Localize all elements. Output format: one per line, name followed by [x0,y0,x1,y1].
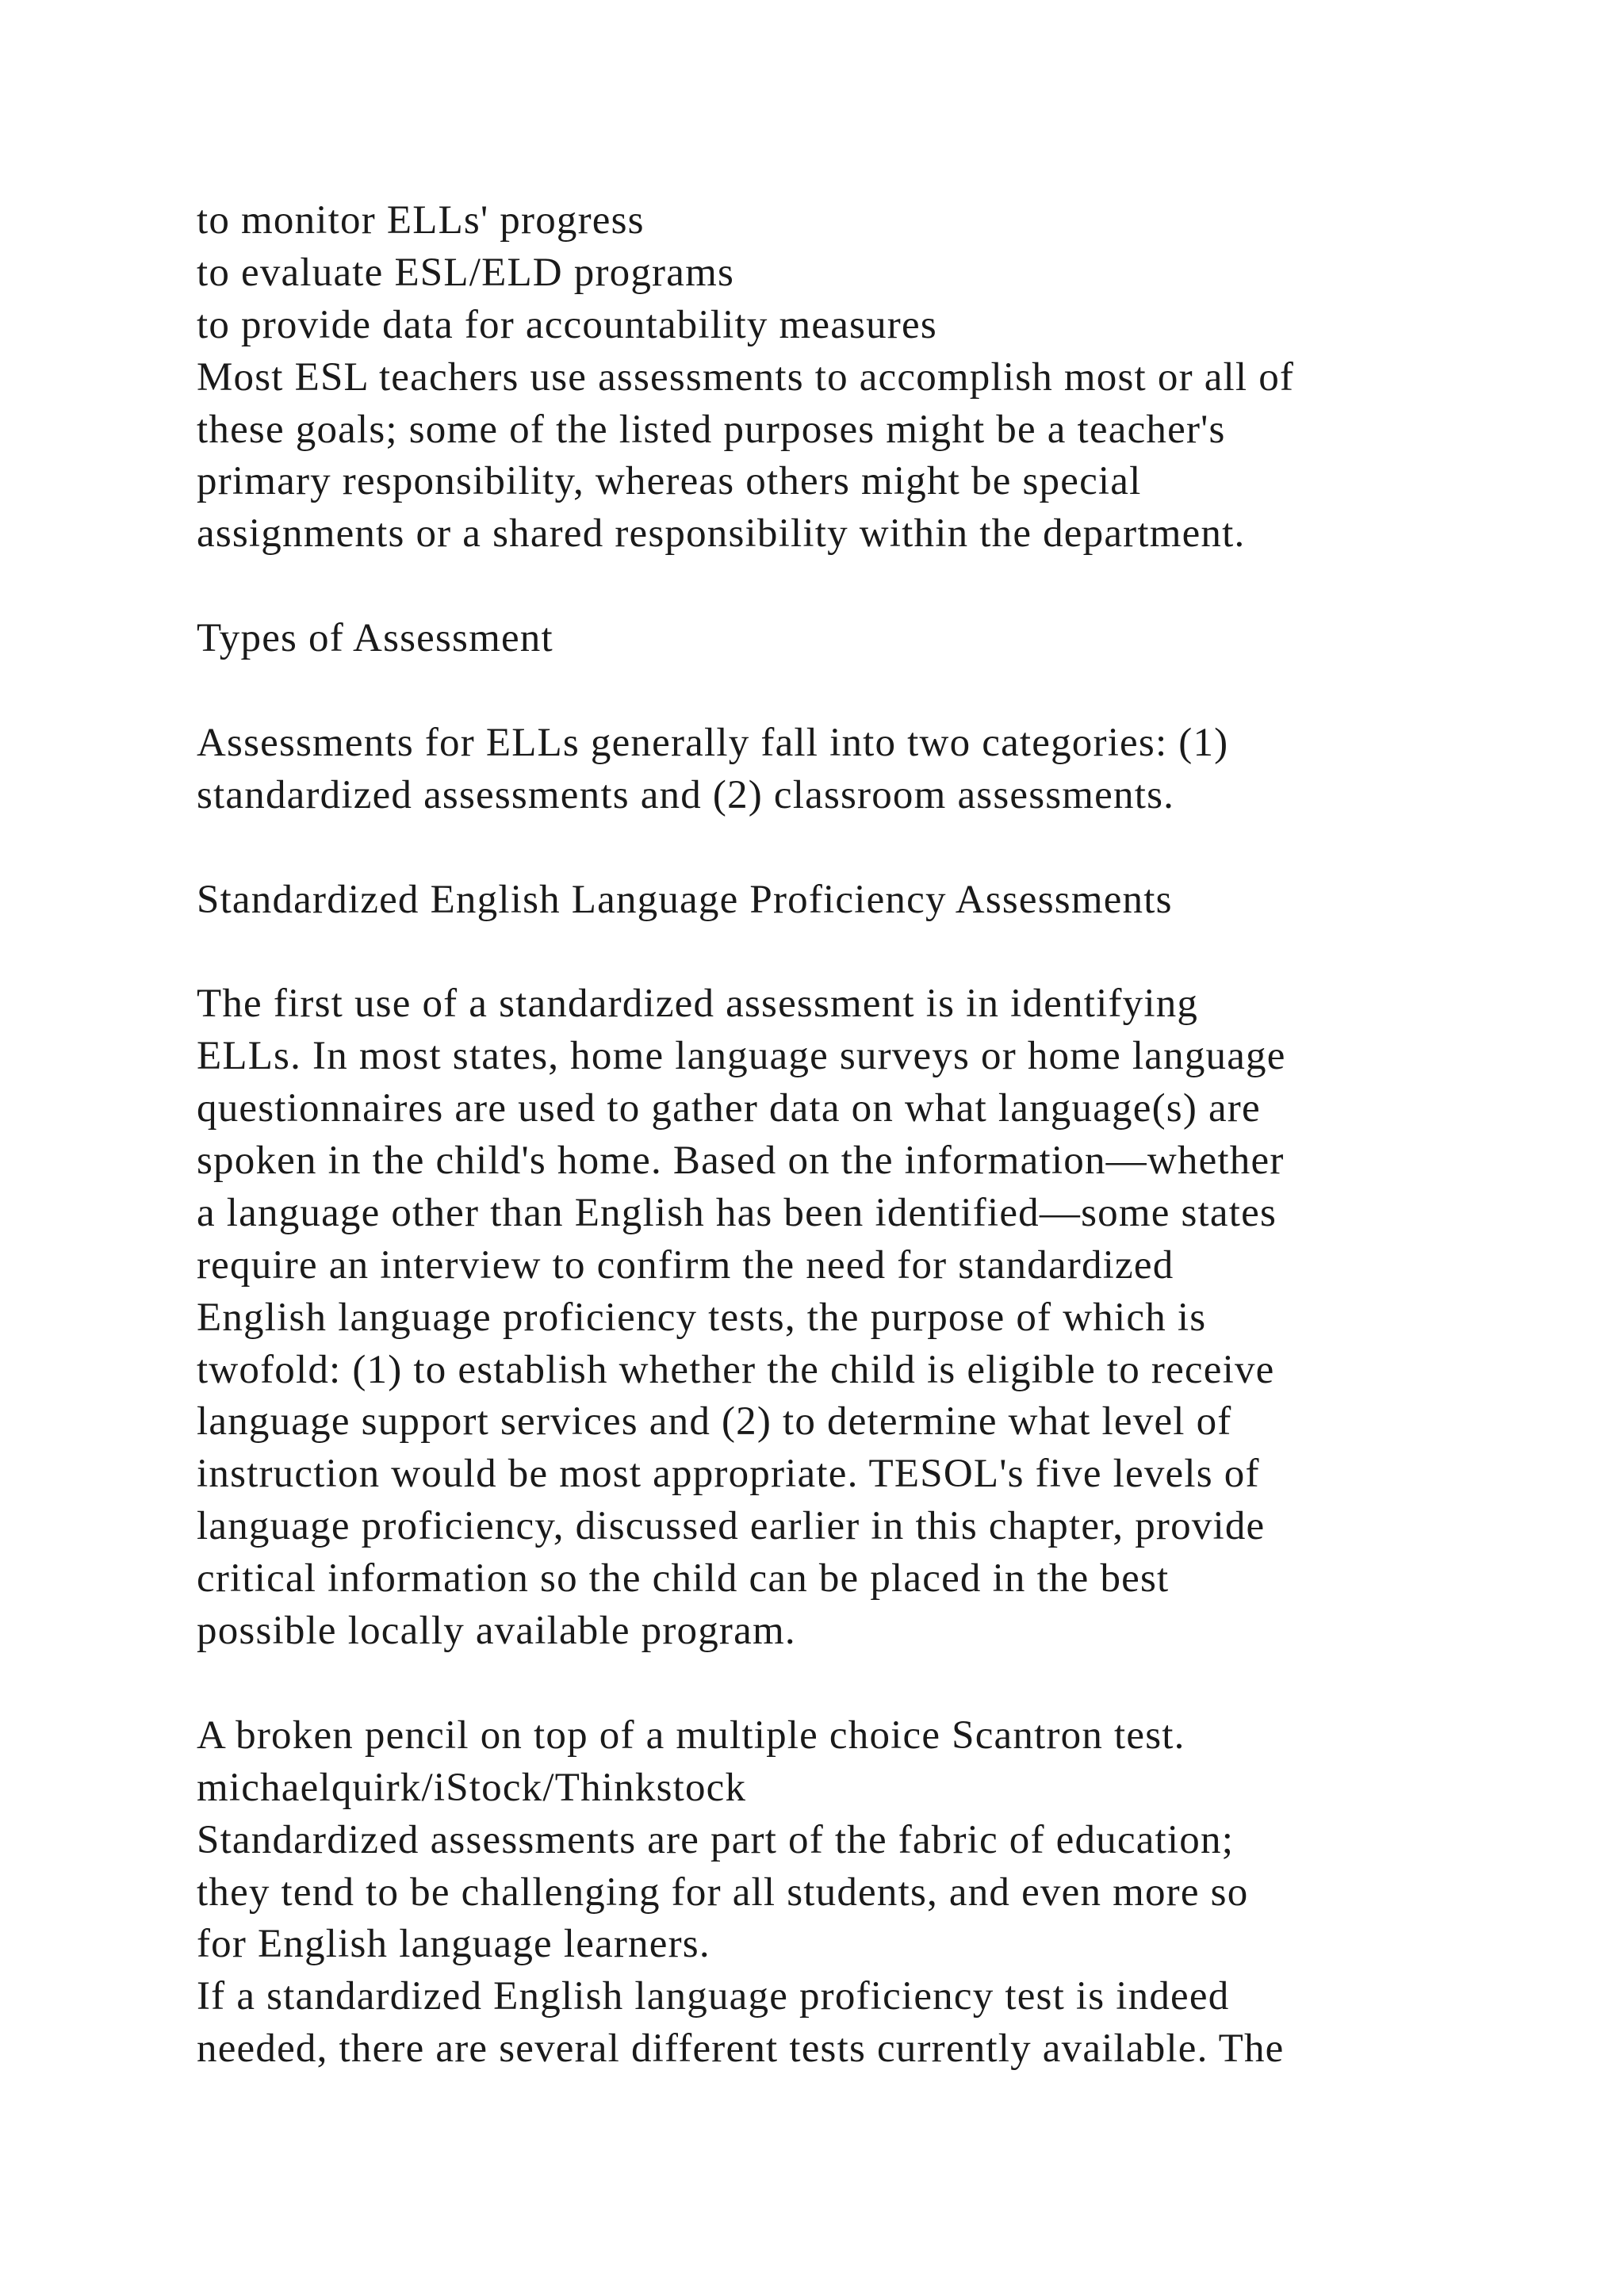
text-line: critical information so the child can be placed in the best [197,1556,1170,1601]
text-line: require an interview to confirm the need for standardized [197,1242,1174,1288]
blank-line [197,561,1545,613]
intro-paragraph [197,195,1545,561]
document-page [197,195,1545,2076]
text-line: to evaluate ESL/ELD programs [197,250,734,295]
text-line: primary responsibility, whereas others might be special [197,459,1142,504]
figure-caption-and-text [197,1710,1545,2076]
types-paragraph [197,718,1545,822]
image-caption: they tend to be challenging for all students, and even more so [197,1869,1249,1915]
blank-line [197,665,1545,718]
text-line: possible locally available program. [197,1609,796,1654]
image-caption: Standardized assessments are part of the fabric of education; [197,1817,1235,1862]
text-line: instruction would be most appropriate. TESOL's five levels of [197,1452,1260,1497]
text-line: these goals; some of the listed purposes might be a teacher's [197,407,1226,452]
text-line: language proficiency, discussed earlier in this chapter, provide [197,1504,1266,1549]
image-caption: for English language learners. [197,1922,710,1967]
section-heading-standardized: Standardized English Language Proficiency Assessments [197,877,1173,922]
text-line: needed, there are several different tests currently available. The [197,2026,1285,2072]
blank-line [197,926,1545,978]
text-line: spoken in the child's home. Based on the information—whether [197,1138,1285,1184]
text-line: to monitor ELLs' progress [197,198,645,243]
text-line: to provide data for accountability measures [197,302,937,347]
text-line: questionnaires are used to gather data on what language(s) are [197,1086,1261,1131]
text-line: Most ESL teachers use assessments to accomplish most or all of [197,354,1295,400]
text-line: standardized assessments and (2) classroom assessments. [197,772,1175,817]
text-line: Assessments for ELLs generally fall into two categories: (1) [197,720,1229,765]
text-line: assignments or a shared responsibility within the department. [197,511,1246,557]
text-line: a language other than English has been identified—some states [197,1190,1277,1235]
standardized-paragraph [197,978,1545,1658]
text-line: ELLs. In most states, home language surveys or home language [197,1034,1286,1079]
section-heading-types: Types of Assessment [197,616,553,661]
text-line: The first use of a standardized assessment is in identifying [197,982,1199,1027]
image-alt-text: A broken pencil on top of a multiple choice Scantron test. [197,1712,1185,1758]
text-line: If a standardized English language proficiency test is indeed [197,1974,1230,2019]
blank-line [197,1658,1545,1710]
text-line: language support services and (2) to determine what level of [197,1399,1232,1445]
text-line: twofold: (1) to establish whether the child is eligible to receive [197,1347,1275,1392]
blank-line [197,822,1545,874]
image-credit: michaelquirk/iStock/Thinkstock [197,1765,747,1810]
text-line: English language proficiency tests, the purpose of which is [197,1295,1207,1340]
